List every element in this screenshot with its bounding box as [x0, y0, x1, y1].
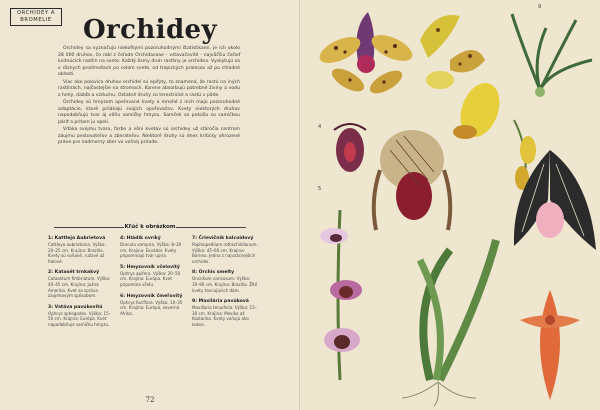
- entry-title: 3: Vstáva pavúkovitá: [48, 304, 103, 310]
- intro-paragraph: Orchidey sú hmyzom opeľované kvety a mnohé z nich majú pozoruhodné adaptácie, ktoré prilákajú svojich opeľovačov. Kvety niektorých druhov napodobňujú tvar aj vôňu samičky hmyzu. Samček sa pokúša so samičkou páriť a pritom ju opelí.: [58, 100, 240, 125]
- entry-text: Cattleya aubrietiana. Výška: 20–25 cm. Krajina: Brazília. Kvety sú voňavé, ružové až fialové.: [48, 242, 106, 264]
- entry-title: 2: Katasét trnkakvý: [48, 270, 100, 276]
- orchid-4-illustration: [334, 124, 366, 172]
- legend-entry: [48, 270, 114, 298]
- leafy-plant-illustration: [402, 240, 496, 406]
- legend-entry: [192, 299, 258, 327]
- entry-title: 1: Kattleja Aubrietová: [48, 236, 106, 241]
- legend-column: [120, 236, 186, 334]
- entry-text: Paphiopedilum rothschildianum. Výška: 45–60 cm. Krajina: Borneo. Jedna z najvzácnejších orchideí.: [192, 242, 258, 264]
- intro-paragraph: Viac ako polovica druhov orchideí sú epifyty, to znamená, že rastú na iných rastlinách, najčastejšie na stromoch. Korene absorbujú potrebné živiny a vodu z hmly, dažďa a vzduchu. Ostatné druhy sú terestrické a rastú v pôde.: [58, 79, 240, 98]
- intro-paragraph: Orchidey sa vyznačujú niekoľkými pozoruhodnými štatistikami, je ich okolo 28 000 druhov, čo robí z čeľade Orchidaceae - vstavačovité - najväčšiu čeľaď kvitnúcich rastlín na svete. Každý ôsmy druh rastliny je orchidea. Vyskytujú sa v rôznych prostrediach po celom svete, od tropických pralesov až po chladné oblasti.: [58, 46, 240, 77]
- orchid-5-illustration: [374, 130, 451, 230]
- orchid-8-illustration: [320, 210, 362, 380]
- section-label: ORCHIDEY A BROMELIE: [10, 8, 62, 26]
- intro-text: [58, 46, 240, 148]
- intro-paragraph: Vďaka svojmu tvaru, farbe a vôni kvetov sú orchidey už stáročia centrom záujmu pestovateľov a zberateľov. Niektoré druhy sú dnes kriticky ohrozené práve pre nadmerný zber vo voľnej prírode.: [58, 127, 240, 145]
- entry-text: Dracula vampira. Výška: 8–30 cm. Krajina: Ekvádor. Kvety pripomínajú tvár upíra.: [120, 242, 182, 259]
- orchid-2-illustration: [420, 15, 485, 89]
- legend-entry: [48, 236, 114, 264]
- entry-text: Ophrys apifera. Výška: 20–50 cm. Krajina: Európa. Kvet pripomína včelu.: [120, 270, 181, 287]
- entry-title: 6: Hmyzovník čmeľovitý: [120, 293, 183, 299]
- entry-title: 9: Maxilária pavúková: [192, 299, 249, 305]
- legend-entry: [192, 236, 258, 264]
- legend-entry: [120, 265, 186, 288]
- page-number: 72: [145, 396, 155, 404]
- entry-text: Ophrys fuciflora. Výška: 10–35 cm. Krajina: Európa, severná Afrika.: [120, 299, 183, 316]
- legend-entry: [48, 305, 114, 328]
- entry-text: Catasetum fimbriatum. Výška: 40–45 cm. Krajina: Južná Amerika. Kvet sa správa zaujímavým spôsobom.: [48, 276, 111, 299]
- orchid-plate-illustration: [300, 0, 600, 410]
- orchid-3-illustration: [453, 78, 506, 143]
- entry-title: 8: Orchis smelty: [192, 270, 235, 276]
- entry-text: Ophrys sphegodes. Výška: 15–50 cm. Krajina: Európa. Kvet napodobňuje samičku hmyzu.: [48, 310, 111, 327]
- entry-text: Oncidium varicosum. Výška: 30–90 cm. Krajina: Brazília. Žlté kvety tancujúcich dám.: [192, 276, 258, 293]
- legend-column: [48, 236, 114, 334]
- plate-number: 5: [318, 186, 322, 192]
- legend: [48, 236, 258, 334]
- legend-entry: [192, 270, 258, 293]
- legend-entry: [120, 294, 186, 317]
- divider: [176, 227, 246, 228]
- entry-text: Maxillaria tenuifolia. Výška: 15–30 cm. Krajina: Mexiko až Kostarika. Kvety voňajú ako kokos.: [192, 305, 257, 327]
- right-page-illustration: [300, 0, 600, 410]
- plate-number: 4: [318, 124, 322, 130]
- entry-title: 5: Hmyzovník včelovitý: [120, 264, 180, 270]
- page-title: Orchidey: [83, 15, 217, 45]
- entry-title: 7: Črievičník kalcoidový: [192, 236, 254, 241]
- orchid-1-illustration: [316, 12, 416, 98]
- entry-title: 4: Hládik ovríký: [120, 236, 161, 241]
- legend-column: [192, 236, 258, 334]
- orchid-red-illustration: [520, 290, 580, 400]
- divider: [54, 227, 124, 228]
- orchid-9-illustration: [512, 14, 592, 97]
- plate-number: 9: [538, 4, 542, 10]
- legend-heading: [50, 224, 250, 230]
- legend-title: Kľúč k obrázkom: [124, 224, 176, 230]
- legend-entry: [120, 236, 186, 259]
